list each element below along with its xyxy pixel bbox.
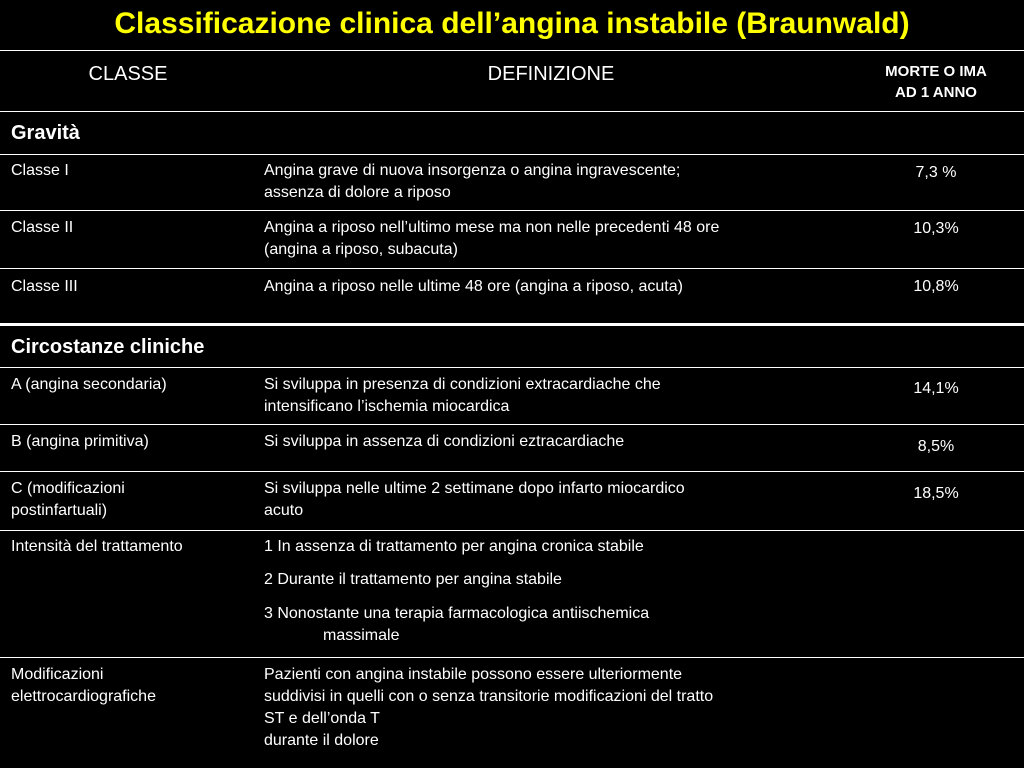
cell-classe bbox=[11, 664, 251, 708]
table-top-rule bbox=[0, 50, 1024, 51]
intensita-item-3-cont: massimale bbox=[323, 627, 400, 644]
cell-definizione bbox=[264, 276, 839, 298]
definizione-line: intensificano l’ischemia miocardica bbox=[264, 398, 510, 415]
definizione-line: acuto bbox=[264, 502, 304, 519]
cell-classe: A (angina secondaria) bbox=[11, 376, 167, 393]
rule-header-bottom bbox=[0, 111, 1024, 112]
definizione-line: ST e dell’onda T bbox=[264, 710, 380, 727]
classe-line: elettrocardiografiche bbox=[11, 688, 156, 705]
cell-definizione bbox=[264, 160, 839, 204]
cell-morte: 8,5% bbox=[917, 438, 955, 455]
classe-line: Modificazioni bbox=[11, 666, 104, 683]
cell-definizione bbox=[264, 374, 839, 418]
definizione-line: Angina a riposo nelle ultime 48 ore (angina a riposo, acuta) bbox=[264, 278, 683, 295]
section-gravita: Gravità bbox=[11, 122, 80, 144]
definizione-line: Si sviluppa in presenza di condizioni extracardiache che bbox=[264, 376, 661, 393]
cell-classe: Classe III bbox=[11, 278, 78, 295]
cell-classe: Classe I bbox=[11, 162, 69, 179]
classe-line: postinfartuali) bbox=[11, 502, 108, 519]
header-classe: CLASSE bbox=[88, 63, 168, 85]
rule-row-intensita bbox=[0, 530, 1024, 531]
cell-classe: Classe II bbox=[11, 219, 74, 236]
intensita-item-1: 1 In assenza di trattamento per angina cronica stabile bbox=[264, 538, 644, 555]
definizione-line: Si sviluppa in assenza di condizioni eztracardiache bbox=[264, 433, 625, 450]
cell-classe: B (angina primitiva) bbox=[11, 433, 149, 450]
cell-classe: Intensità del trattamento bbox=[11, 538, 183, 555]
header-morte-line2: AD 1 ANNO bbox=[895, 84, 977, 101]
rule-row-classe-1 bbox=[0, 154, 1024, 155]
rule-row-classe-3 bbox=[0, 268, 1024, 269]
rule-section-circostanze bbox=[0, 323, 1024, 326]
definizione-line: assenza di dolore a riposo bbox=[264, 184, 451, 201]
header-morte bbox=[848, 61, 1024, 103]
cell-definizione bbox=[264, 664, 839, 752]
intensita-item-2: 2 Durante il trattamento per angina stabile bbox=[264, 571, 562, 588]
cell-classe bbox=[11, 478, 251, 522]
rule-row-b bbox=[0, 424, 1024, 425]
cell-definizione bbox=[264, 478, 839, 522]
rule-row-modificazioni bbox=[0, 657, 1024, 658]
slide-title: Classificazione clinica dell’angina instabile (Braunwald) bbox=[114, 7, 910, 40]
definizione-line: durante il dolore bbox=[264, 732, 379, 749]
definizione-line: (angina a riposo, subacuta) bbox=[264, 241, 458, 258]
definizione-line: Angina a riposo nell’ultimo mese ma non nelle precedenti 48 ore bbox=[264, 219, 720, 236]
rule-row-classe-2 bbox=[0, 210, 1024, 211]
definizione-line: suddivisi in quelli con o senza transitorie modificazioni del tratto bbox=[264, 688, 714, 705]
cell-morte: 14,1% bbox=[913, 380, 959, 397]
header-definizione: DEFINIZIONE bbox=[487, 63, 615, 85]
definizione-line: Angina grave di nuova insorgenza o angina ingravescente; bbox=[264, 162, 681, 179]
rule-row-c bbox=[0, 471, 1024, 472]
section-circostanze: Circostanze cliniche bbox=[11, 336, 205, 358]
rule-row-a bbox=[0, 367, 1024, 368]
header-morte-line1: MORTE O IMA bbox=[885, 63, 987, 80]
cell-morte: 10,8% bbox=[913, 278, 959, 295]
definizione-line: Si sviluppa nelle ultime 2 settimane dopo infarto miocardico bbox=[264, 480, 685, 497]
cell-morte: 18,5% bbox=[913, 485, 959, 502]
cell-definizione bbox=[264, 217, 839, 261]
intensita-item-3: 3 Nonostante una terapia farmacologica antiischemica bbox=[264, 605, 650, 622]
cell-morte: 10,3% bbox=[913, 220, 959, 237]
cell-definizione bbox=[264, 536, 839, 647]
cell-morte: 7,3 % bbox=[915, 164, 957, 181]
cell-definizione bbox=[264, 431, 839, 453]
classe-line: C (modificazioni bbox=[11, 480, 125, 497]
definizione-line: Pazienti con angina instabile possono essere ulteriormente bbox=[264, 666, 683, 683]
